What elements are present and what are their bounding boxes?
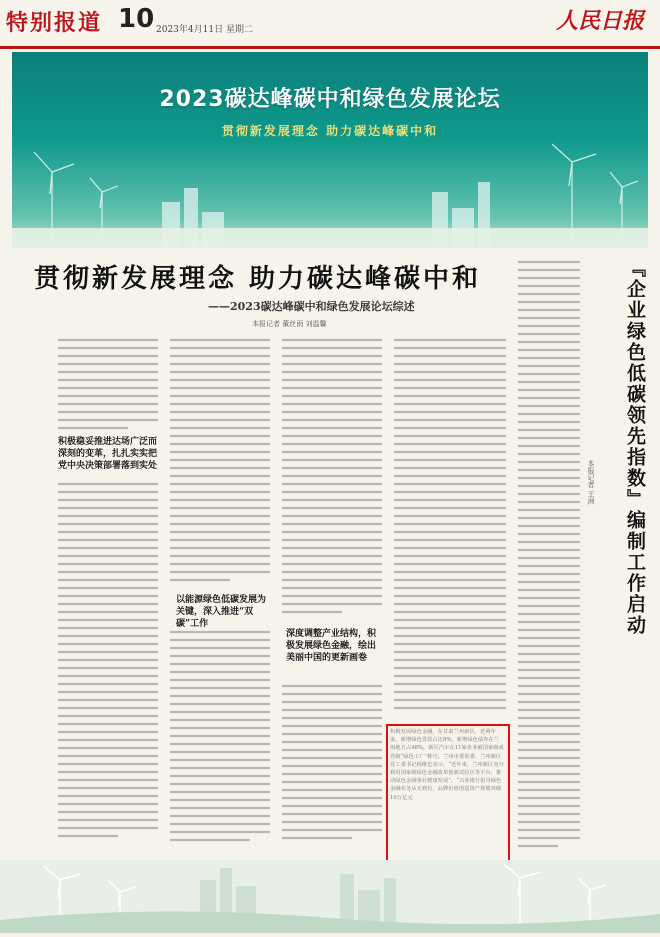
body-column-4 (394, 336, 506, 720)
sidebar-byline: 本报记者 王洲 (587, 460, 595, 505)
bottom-landscape (0, 860, 660, 933)
page-number: 10 (118, 4, 155, 34)
sidebar-headline: 『企业绿色低碳领先指数』编制工作启动 (624, 258, 646, 636)
article-headline: 贯彻新发展理念 助力碳达峰碳中和 (34, 264, 482, 294)
banner-subtitle: 贯彻新发展理念 助力碳达峰碳中和 (221, 124, 439, 138)
section-heading-2: 以能源绿色低碳发展为关键，深入推进“双碳”工作 (176, 595, 267, 629)
text-lines-decoration (282, 336, 382, 856)
newspaper-logo: 人民日报 (556, 8, 645, 34)
text-lines-decoration (394, 336, 506, 720)
body-column-3 (282, 336, 382, 856)
highlight-paragraph: 积极发展绿色金融，在甘肃兰州新区，近两年来，新增绿色贷款占比8%，新增绿色债券在兰州地方占48%。新区汽车在11家企业被国家级或省级“绿色工厂”称号。兰州市委常委、兰州新区党工委书记杨维忠表示，“近年来，兰州新区充分利用国家级绿色金融改革创新试验区等平台，推动绿色金融事业健康发展”。“兴业银行倡导绿色金融业务从无到有，品牌价值创造资产规模突破10万亿元 (390, 729, 504, 801)
article-byline: 本报记者 董丝雨 刘温馨 (252, 320, 327, 328)
wind-turbine-skyline-icon (0, 860, 660, 933)
issue-date: 2023年4月11日 星期二 (156, 25, 253, 35)
banner-title: 2023碳达峰碳中和绿色发展论坛 (159, 87, 501, 112)
section-heading-1: 积极稳妥推进达场广泛而深刻的变革，扎扎实实把党中央决策部署落到实处 (58, 437, 158, 471)
text-lines-decoration (518, 258, 580, 858)
body-column-1 (58, 336, 158, 856)
sidebar-body-column (518, 258, 580, 858)
section-heading-3: 深度调整产业结构，积极发展绿色金融，绘出美丽中国的更新画卷 (286, 629, 377, 663)
text-lines-decoration (58, 336, 158, 856)
section-title: 特别报道 (6, 11, 103, 36)
forum-banner (12, 52, 648, 248)
article-subheadline: ——2023碳达峰碳中和绿色发展论坛综述 (208, 300, 415, 313)
